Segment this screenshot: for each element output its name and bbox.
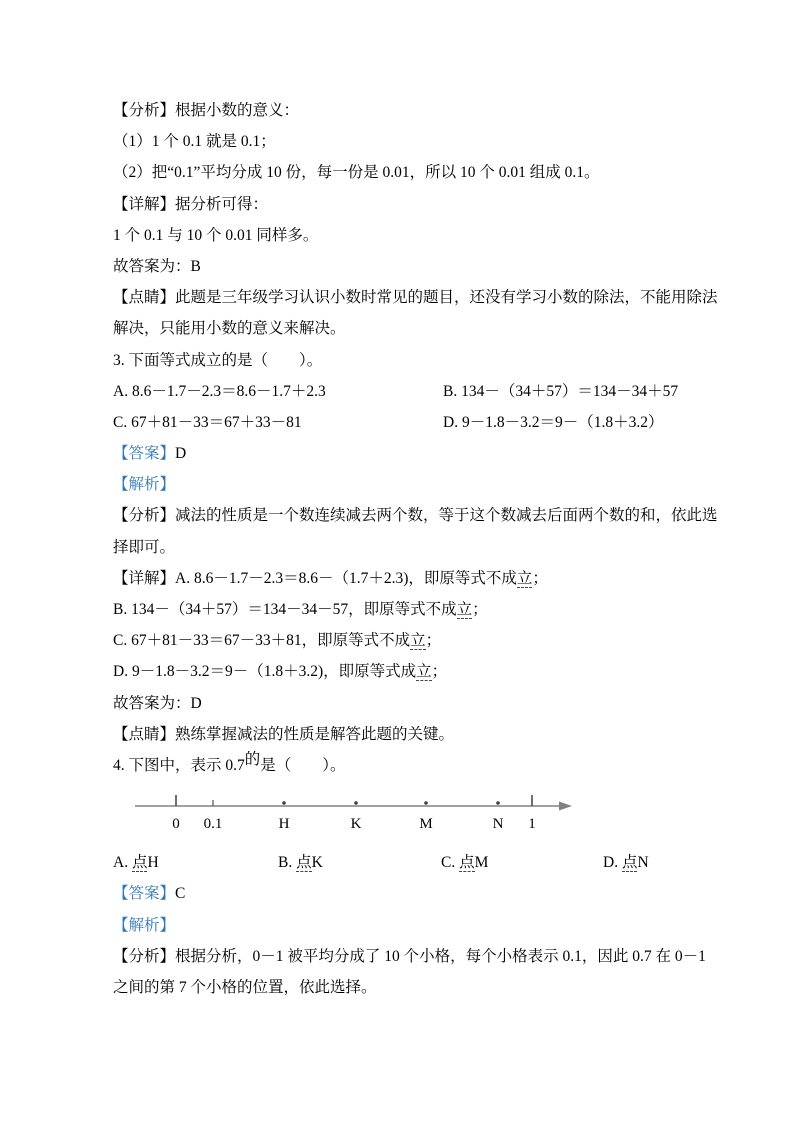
q3-detail-c-end: ；	[425, 632, 442, 650]
q4-option-d-prefix: D.	[603, 854, 622, 872]
q4-option-a-prefix: A.	[113, 854, 132, 872]
label-tenth: 0.1	[203, 816, 223, 833]
number-line-figure	[113, 781, 713, 847]
point-k-dot	[354, 801, 358, 805]
q3-jiexi-line	[113, 469, 713, 500]
q4-option-b-letter: K	[311, 854, 323, 872]
q3-detail-b-end: ；	[472, 601, 488, 618]
q3-option-a: A. 8.6－1.7－2.3＝8.6－1.7＋2.3	[113, 382, 326, 400]
q4-answer-label: 【答案】	[113, 885, 176, 903]
q3-detail-a-text: 【详解】A. 8.6－1.7－2.3＝8.6－（1.7＋2.3)，即原等式不成	[113, 569, 517, 587]
point-h-dot	[282, 801, 286, 805]
q3-conclusion: 故答案为：D	[113, 694, 202, 712]
q4-stem-pre: 4. 下图中，表示 0.7	[113, 756, 245, 774]
label-one: 1	[528, 816, 536, 833]
q4-option-a-letter: H	[147, 854, 159, 872]
q4-option-b-prefix: B.	[278, 854, 297, 872]
para-q2-conclusion: 故答案为：B	[113, 257, 201, 275]
q4-option-b-dot-char: 点	[296, 854, 312, 872]
q3-jiexi-label: 【解析】	[113, 476, 176, 494]
q3-detail-d-text: D. 9－1.8－3.2＝9－（1.8＋3.2)，即原等式成	[113, 663, 417, 681]
q3-detail-c-text: C. 67＋81－33＝67－33＋81，即原等式不成	[113, 632, 411, 650]
q4-analysis-2: 之间的第 7 个小格的位置，依此选择。	[113, 978, 377, 996]
q4-option-c	[441, 847, 603, 878]
q3-option-d: D. 9－1.8－3.2＝9－（1.8＋3.2）	[443, 413, 664, 431]
para-q2-keypoint-2: 解决，只能用小数的意义来解决。	[113, 320, 346, 338]
question-3-options-row-1	[113, 376, 713, 407]
point-m-dot	[424, 801, 428, 805]
label-m: M	[419, 816, 433, 833]
q4-jiexi-line	[113, 910, 713, 941]
label-h: H	[278, 816, 290, 833]
q4-stem-raised-char: 的	[244, 750, 261, 768]
label-k: K	[350, 816, 362, 833]
para-q2-detail: 【详解】据分析可得：	[113, 195, 269, 213]
q4-option-b	[278, 847, 441, 878]
q4-answer-value: C	[175, 885, 186, 903]
q3-analysis-1: 【分析】减法的性质是一个数连续减去两个数，等于这个数减去后面两个数的和，依此选	[113, 507, 718, 525]
question-3-options-row-2	[113, 407, 713, 438]
point-n-dot	[496, 801, 500, 805]
para-q2-item2: （2）把“0.1”平均分成 10 份，每一份是 0.01，所以 10 个 0.01 组成 0.1。	[113, 164, 600, 182]
q3-detail-a-end: ；	[532, 569, 548, 587]
q4-option-d	[603, 847, 649, 878]
q3-detail-d-end: ；	[431, 663, 448, 681]
q3-answer-label: 【答案】	[113, 445, 176, 463]
q3-detail-d-underlined: 立	[416, 663, 432, 681]
q4-option-a	[113, 847, 278, 878]
q4-option-d-dot-char: 点	[621, 854, 638, 872]
q4-option-d-letter: N	[637, 854, 649, 872]
q3-detail-b-underlined: 立	[456, 601, 473, 618]
para-q2-detail-body: 1 个 0.1 与 10 个 0.01 同样多。	[113, 226, 319, 244]
q3-detail-c	[113, 625, 713, 656]
q3-answer-line	[113, 438, 713, 469]
q4-option-c-letter: M	[474, 854, 489, 872]
q3-option-b: B. 134－（34＋57）＝134－34＋57	[443, 382, 679, 400]
q3-detail-b	[113, 594, 713, 625]
q3-detail-a-underlined: 立	[516, 569, 533, 587]
label-n: N	[492, 816, 504, 833]
question-4-options-row	[113, 847, 713, 878]
question-4-stem	[113, 750, 713, 781]
q4-jiexi-label: 【解析】	[113, 916, 176, 934]
question-3-stem: 3. 下面等式成立的是（ ）。	[113, 351, 323, 369]
q3-detail-c-underlined: 立	[410, 632, 426, 650]
q3-keypoint: 【点睛】熟练掌握减法的性质是解答此题的关键。	[113, 725, 455, 743]
q4-answer-line	[113, 878, 713, 909]
label-zero: 0	[172, 816, 180, 833]
q4-option-c-dot-char: 点	[459, 854, 475, 872]
arrow-right-icon	[559, 802, 572, 811]
q4-option-a-dot-char: 点	[131, 854, 148, 872]
para-q2-keypoint-1: 【点睛】此题是三年级学习认识小数时常见的题目，还没有学习小数的除法，不能用除法	[113, 289, 718, 307]
q3-detail-b-text: B. 134－（34＋57）＝134－34－57，即原等式不成	[113, 601, 457, 618]
q4-stem-post: 是（ ）。	[260, 756, 346, 774]
q3-answer-value: D	[175, 445, 187, 463]
document-body	[113, 95, 718, 1003]
number-line-svg	[128, 781, 588, 841]
para-analysis-label-q2: 【分析】根据小数的意义：	[113, 102, 300, 119]
q4-option-c-prefix: C.	[441, 854, 460, 872]
q3-detail-a	[113, 563, 713, 594]
q3-detail-d	[113, 656, 713, 687]
q4-analysis-1: 【分析】根据分析，0－1 被平均分成了 10 个小格，每个小格表示 0.1，因此 0.7 在 0－1	[113, 947, 706, 965]
q3-option-c: C. 67＋81－33＝67＋33－81	[113, 413, 302, 431]
para-q2-item1: （1）1 个 0.1 就是 0.1；	[113, 133, 276, 151]
q3-analysis-2: 择即可。	[113, 538, 176, 556]
